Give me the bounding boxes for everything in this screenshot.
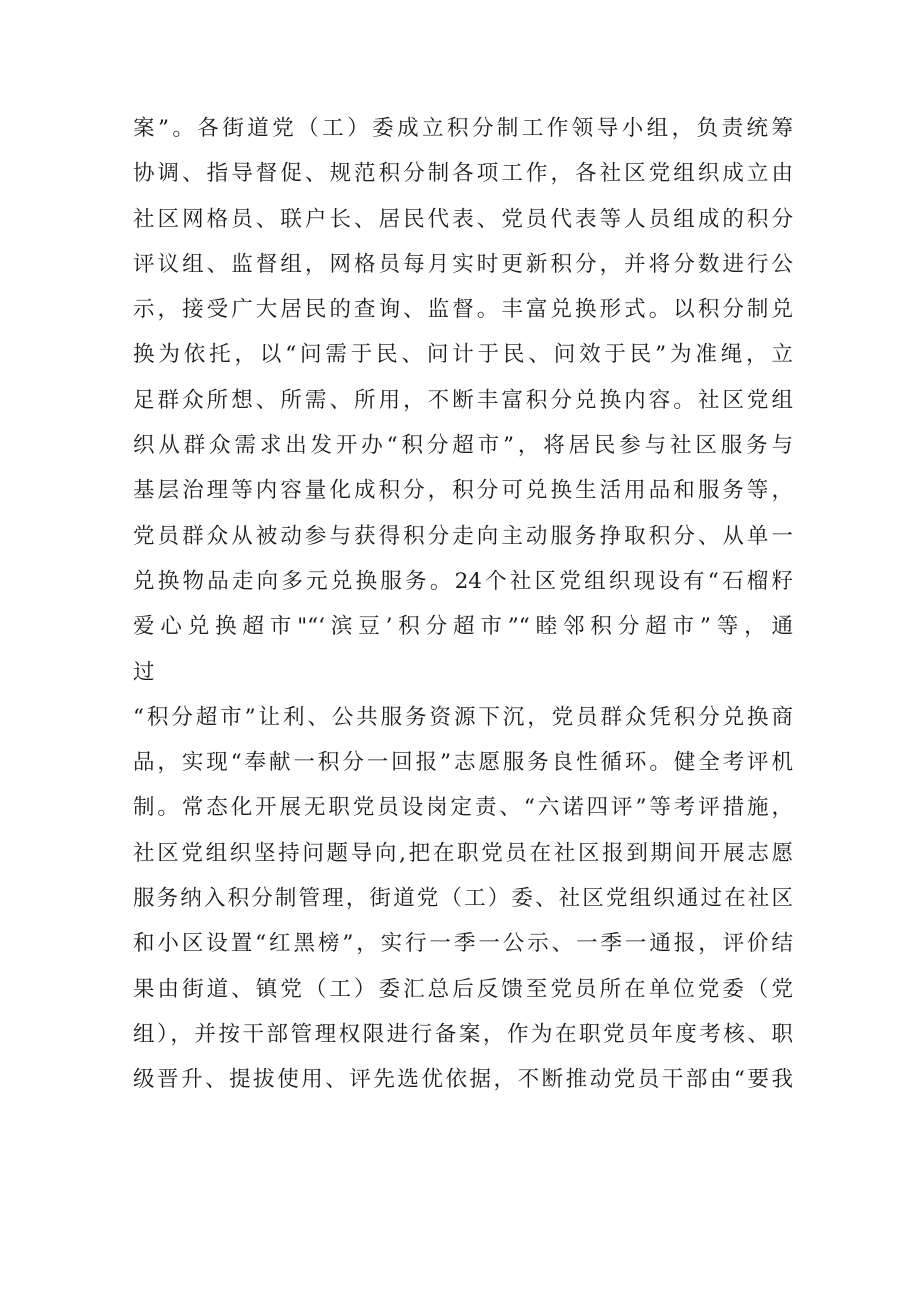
text-line: 基层治理等内容量化成积分，积分可兑换生活用品和服务等， bbox=[133, 478, 793, 504]
text-line: 示，接受广大居民的查询、监督。丰富兑换形式。以积分制兑 bbox=[133, 297, 793, 323]
text-line: 组），并按干部管理权限进行备案，作为在职党员年度考核、职 bbox=[133, 1021, 793, 1047]
text-line: 换为依托，以“问需于民、问计于民、问效于民”为准绳，立 bbox=[133, 342, 793, 368]
text-line: 服务纳入积分制管理，街道党（工）委、社区党组织通过在社区 bbox=[133, 886, 793, 912]
text-line: 案”。各街道党（工）委成立积分制工作领导小组，负责统筹 bbox=[133, 116, 793, 141]
text-line: 和小区设置“红黑榜”，实行一季一公示、一季一通报，评价结 bbox=[133, 931, 793, 957]
text-line: 兑换物品走向多元兑换服务。24个社区党组织现设有“石榴籽 bbox=[133, 568, 793, 594]
text-line: 制。常态化开展无职党员设岗定责、“六诺四评”等考评措施， bbox=[133, 795, 793, 821]
body-text bbox=[133, 106, 793, 1103]
text-line: 果由街道、镇党（工）委汇总后反馈至党员所在单位党委（党 bbox=[133, 976, 793, 1002]
text-line: 党员群众从被动参与获得积分走向主动服务挣取积分、从单一 bbox=[133, 523, 793, 549]
text-line: 协调、指导督促、规范积分制各项工作，各社区党组织成立由 bbox=[133, 161, 793, 187]
text-line: 足群众所想、所需、所用，不断丰富积分兑换内容。社区党组 bbox=[133, 387, 793, 413]
text-line: “积分超市”让利、公共服务资源下沉，党员群众凭积分兑换商 bbox=[133, 704, 793, 730]
text-line: 社区党组织坚持问题导向,把在职党员在社区报到期间开展志愿 bbox=[133, 840, 793, 866]
text-line: 过 bbox=[133, 659, 155, 685]
text-line: 社区网格员、联户长、居民代表、党员代表等人员组成的积分 bbox=[133, 206, 793, 232]
text-line: 级晋升、提拔使用、评先选优依据，不断推动党员干部由“要我 bbox=[133, 1067, 793, 1093]
text-line: 品，实现“奉献一积分一回报”志愿服务良性循环。健全考评机 bbox=[133, 750, 793, 776]
text-line: 织从群众需求出发开办“积分超市”，将居民参与社区服务与 bbox=[133, 433, 793, 459]
text-line: 爱心兑换超市"“‘滨豆’积分超市”“睦邻积分超市”等，通 bbox=[133, 614, 793, 640]
text-line: 评议组、监督组，网格员每月实时更新积分，并将分数进行公 bbox=[133, 251, 793, 277]
